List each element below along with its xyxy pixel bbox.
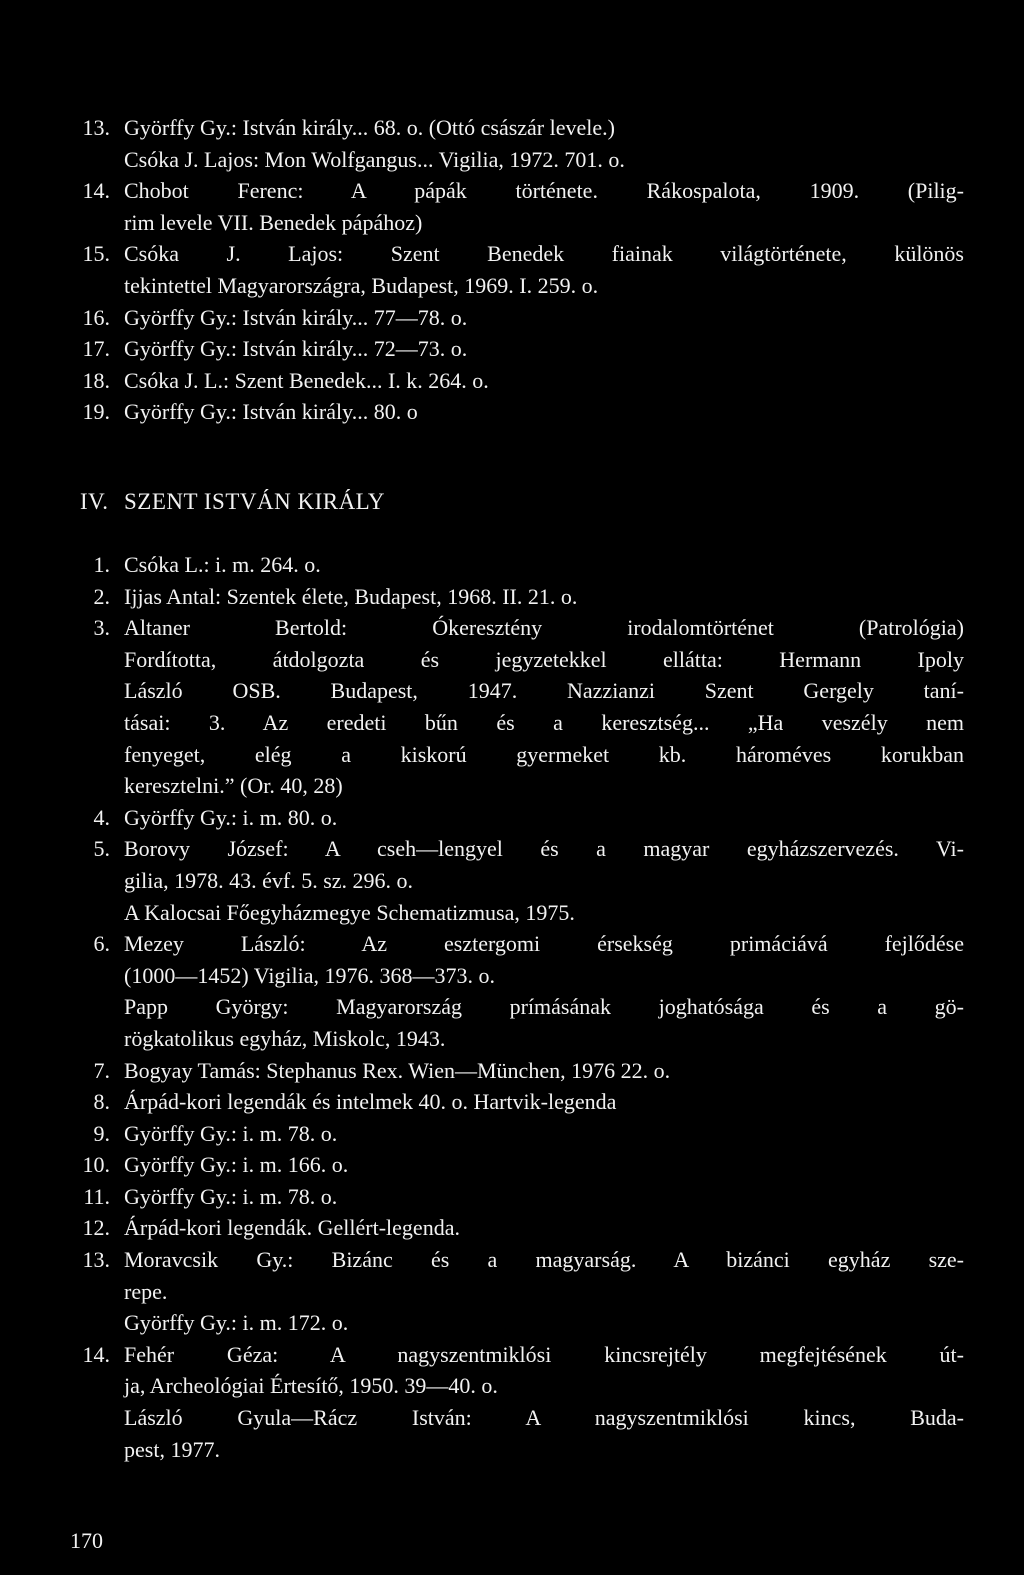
endnote	[0, 1339, 1024, 1465]
endnote-line: Mezey László: Az esztergomi érsekség primáciává fejlődése	[124, 931, 964, 957]
endnote-line: Györffy Gy.: i. m. 172. o.	[124, 1310, 349, 1336]
endnote-line: Györffy Gy.: i. m. 80. o.	[124, 804, 338, 830]
endnote-line: Fehér Géza: A nagyszentmiklósi kincsrejtély megfejtésének út-	[124, 1341, 964, 1367]
endnote-line: ja, Archeológiai Értesítő, 1950. 39—40. o.	[124, 1373, 498, 1399]
endnote-number: 15.	[82, 241, 110, 267]
endnote	[0, 175, 1024, 238]
endnote-line: tásai: 3. Az eredeti bűn és a keresztség... „Ha veszély nem	[124, 709, 964, 735]
endnote-number: 11.	[83, 1183, 110, 1209]
endnote-line: Györffy Gy.: i. m. 78. o.	[124, 1120, 338, 1146]
endnote	[0, 1118, 1024, 1150]
endnote	[0, 1055, 1024, 1087]
endnote-number: 17.	[82, 336, 110, 362]
endnote-line: Györffy Gy.: István király... 68. o. (Ottó császár levele.)	[124, 115, 615, 140]
endnote-line: Chobot Ferenc: A pápák története. Rákospalota, 1909. (Pilig-	[124, 178, 964, 204]
endnote	[0, 365, 1024, 397]
endnote-line: Papp György: Magyarország prímásának joghatósága és a gö-	[124, 994, 964, 1020]
endnote-line: Árpád-kori legendák és intelmek 40. o. Hartvik-legenda	[124, 1089, 617, 1115]
endnote-line: pest, 1977.	[124, 1436, 220, 1462]
section-heading	[80, 487, 385, 517]
endnote	[0, 1149, 1024, 1181]
endnote-line: gilia, 1978. 43. évf. 5. sz. 296. o.	[124, 867, 414, 893]
endnote-number: 8.	[93, 1089, 110, 1115]
endnote-line: Moravcsik Gy.: Bizánc és a magyarság. A bizánci egyház sze-	[124, 1247, 964, 1273]
endnote	[0, 238, 1024, 301]
endnote-line: Fordította, átdolgozta és jegyzetekkel ellátta: Hermann Ipoly	[124, 646, 964, 672]
endnote-line: Györffy Gy.: István király... 77—78. o.	[124, 304, 468, 330]
endnote	[0, 333, 1024, 365]
endnote-line: Györffy Gy.: i. m. 166. o.	[124, 1152, 349, 1178]
endnote	[0, 1244, 1024, 1339]
endnote-number: 16.	[82, 304, 110, 330]
endnote	[0, 302, 1024, 334]
endnote-line: tekintettel Magyarországra, Budapest, 1969. I. 259. o.	[124, 272, 599, 298]
endnote-line: László OSB. Budapest, 1947. Nazzianzi Szent Gergely taní-	[124, 678, 964, 704]
endnote-number: 14.	[82, 178, 110, 204]
endnote-number: 7.	[93, 1057, 110, 1083]
endnote	[0, 612, 1024, 802]
endnote-line: rim levele VII. Benedek pápához)	[124, 209, 423, 235]
endnote	[0, 833, 1024, 928]
endnote-number: 10.	[82, 1152, 110, 1178]
section-roman-numeral: IV.	[80, 489, 109, 514]
endnote-line: (1000—1452) Vigilia, 1976. 368—373. o.	[124, 962, 496, 988]
endnote	[0, 928, 1024, 1054]
endnote	[0, 581, 1024, 613]
endnote-line: Altaner Bertold: Ókeresztény irodalomtörténet (Patrológia)	[124, 615, 964, 641]
endnote-line: rögkatolikus egyház, Miskolc, 1943.	[124, 1025, 446, 1051]
endnote-line: Csóka J. Lajos: Szent Benedek fiainak világtörténete, különös	[124, 241, 964, 267]
endnote	[0, 1086, 1024, 1118]
endnote-line: Csóka J. L.: Szent Benedek... I. k. 264. o.	[124, 367, 489, 393]
endnote	[0, 396, 1024, 428]
endnote	[0, 1212, 1024, 1244]
endnote-line: Csóka J. Lajos: Mon Wolfgangus... Vigilia, 1972. 701. o.	[124, 146, 625, 172]
endnote	[0, 802, 1024, 834]
endnote-number: 6.	[93, 931, 110, 957]
endnote-line: repe.	[124, 1278, 168, 1304]
page-number: 170	[70, 1528, 103, 1553]
endnote-number: 4.	[93, 804, 110, 830]
endnote-line: fenyeget, elég a kiskorú gyermeket kb. hároméves korukban	[124, 741, 964, 767]
endnote-number: 2.	[93, 583, 110, 609]
endnote-number: 13.	[82, 1247, 110, 1273]
endnotes-chapter-3	[0, 112, 1024, 428]
endnote-number: 18.	[82, 367, 110, 393]
endnote-number: 3.	[93, 615, 110, 641]
endnote-line: Györffy Gy.: István király... 80. o	[124, 399, 418, 425]
endnote-line: Csóka L.: i. m. 264. o.	[124, 552, 321, 577]
endnote-line: Györffy Gy.: i. m. 78. o.	[124, 1183, 338, 1209]
endnote-line: Ijjas Antal: Szentek élete, Budapest, 1968. II. 21. o.	[124, 583, 578, 609]
endnote-line: A Kalocsai Főegyházmegye Schematizmusa, 1975.	[124, 899, 575, 925]
endnote-line: Györffy Gy.: István király... 72—73. o.	[124, 336, 468, 362]
endnotes-chapter-4	[0, 549, 1024, 1465]
endnote-line: Bogyay Tamás: Stephanus Rex. Wien—München, 1976 22. o.	[124, 1057, 671, 1083]
endnote	[0, 112, 1024, 175]
endnote-number: 1.	[93, 552, 110, 577]
endnote-line: Árpád-kori legendák. Gellért-legenda.	[124, 1215, 460, 1241]
endnote-number: 13.	[82, 115, 110, 140]
endnote-line: keresztelni.” (Or. 40, 28)	[124, 773, 343, 799]
endnote-number: 5.	[93, 836, 110, 862]
endnote	[0, 549, 1024, 581]
endnote-number: 14.	[82, 1341, 110, 1367]
endnote	[0, 1181, 1024, 1213]
endnote-number: 12.	[82, 1215, 110, 1241]
endnote-number: 9.	[93, 1120, 110, 1146]
endnote-number: 19.	[82, 399, 110, 425]
endnote-line: Borovy József: A cseh—lengyel és a magyar egyházszervezés. Vi-	[124, 836, 964, 862]
endnote-line: László Gyula—Rácz István: A nagyszentmiklósi kincs, Buda-	[124, 1405, 964, 1431]
section-title: SZENT ISTVÁN KIRÁLY	[124, 489, 386, 514]
